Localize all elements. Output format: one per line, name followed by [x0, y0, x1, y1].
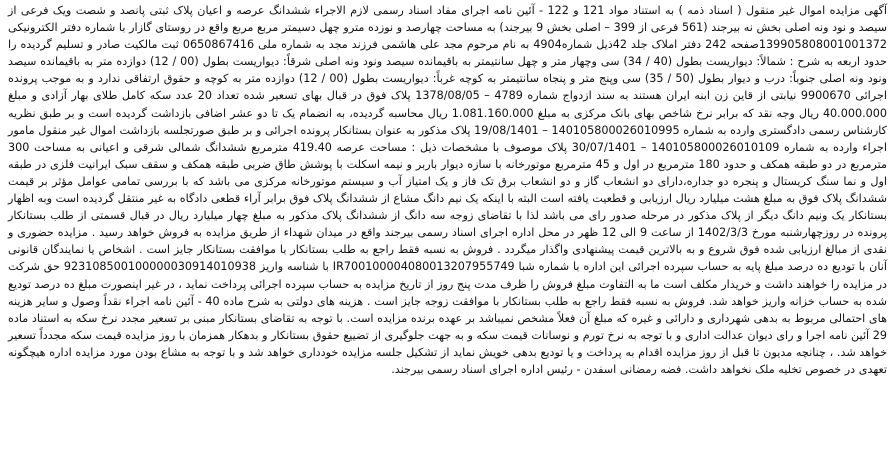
- notice-body-text: آگهی مزایده اموال غیر منقول ( اسناد ذمه ) به استناد مواد 121 و 122 - آئین نامه اجرای مفاد اسناد رسمی لازم الاجراء ششدانگ عرصه و اعیان پلاک ثبتی پانصد و شصت ویک فرعی از سیصد و نود ونه اصلی بخش نه بیرجند (561 فرعی از 399 – اصلی بخش 9 بیرجند) به مساحت چهارصد و نوزده مترو چهل دسیمتر مربع مربع واقع در روستای گازار با شماره دفتر الکترونیکی 139905808001001372صفحه 242 دفتر املاک جلد 42ذیل شماره4904 به نام مرحوم مجد علی هاشمی فرزند مجد به شماره ملی 0650867416 ثبت مالکیت صادر و تسلیم گردیده را حدود اربعه به شرح : شمالاً: دیواریست بطول (40 / 34) سی وچهار متر و چهل سانتیمتر به باقیمانده سیصد ونود ونه اصلی شرقاً: دیواریست بطول (00 / 12) دوازده متر به باقیمانده سیصد ونود ونه اصلی جنوباً: درب و دیوار بطول (50 / 35) سی وپنج متر و پنجاه سانتیمتر به کوچه غرباً: دیواریست بطول (00 / 12) دوازده متر به کوچه و حقوق ارتفاقی ندارد و به موجب پرونده اجرائی 9900670 نیابتی از قاین زن ابنه ایران هستند به سند ازدواج شماره 4789 – 1378/08/05 پلاک فوق در قبال بهای تسعیر شده تعداد 20 عدد سکه کامل طلای بهار آزادی و مبلغ 40.000.000 ریال وجه نقد که برابر نرخ شاخص بهای بانک مرکزی به مبلغ 1.081.160.000 ریال محاسبه گردیده، به انضمام یک تا دو عشر اضافی بازداشت گردیده است و بر طبق نظریه کارشناس رسمی دادگستری وارده به شماره 140105800026010995 – 19/08/1401 پلاک مذکور به عنوان بستانکار پرونده اجرائی و بر طبق صورتجلسه بازداشت اموال غیر منقول مامور اجراء وارده به شماره 140105800026010109 – 30/07/1401 پلاک موصوف با مشخصات ذیل : مساحت عرصه 419.40 مترمربع ششدانگ شمالی شرقی و اعیانی به مساحت 300 مترمربع در دو طبقه همکف و حدود 180 مترمربع در اول و 45 مترمربع موتورخانه با سازه دیوار باربر و نیمه اسکلت با پوشش طاق ضربی طبقه همکف و سقف سبک ایرانیت فلزی در طبقه اول و نما سنگ کریستال و پنجره دو جداره،دارای دو انشعاب گاز و دو انشعاب برق تک فاز و یک امتیاز آب و سیستم موتورخانه مرکزی می باشد که با بررسی تمامی عوامل مؤثر بر قیمت ششدانگ پلاک فوق به مبلغ هشت میلیارد ریال ارزیابی و قطعیت یافته است البته با اینکه یک نیم دانگ مشاع از ششدانگ پلاک فوق برابر آراء قطعی دادگاه به غیر منتقل گردیده است وبه اظهار بستانکار یک ونیم دانگ دیگر از پلاک مذکور در مرحله صدور رای می باشد لذا با تقاضای زوجه سه دانگ از ششدانگ پلاک مذکور به مبلغ چهار میلیارد ریال در قبال قسمتی از طلب بستانکار پرونده در روزچهارشنبه مورخ 1402/3/3 از ساعت 9 الی 12 ظهر در محل اداره اجرای اسناد رسمی بیرجند واقع در میدان شهداء از طریق مزایده به فروش خواهد رسید . مزایده حضوری و نقدی از مبالغ ارزیابی شده فوق شروع و به بالاترین قیمت پیشنهادی واگذار میگردد . فروش به نسبه فقط راجع به طلب بستانکار با موافقت بستانکار جایز است . اشخاص یا نمایندگان قانونی آنان با تودیع ده درصد مبلغ پایه به حساب سپرده اجرائی این اداره با شماره شبا IR700100004080013207955749 با شناسه واریز 923108500100000030914010938 حق شرکت در مزایده را خواهند داشت و خریدار مکلف است ما به التفاوت مبلغ فروش را ظرف مدت پنج روز از تاریخ مزایده به حساب سپرده اجرائی پرداخت نماید ، در غیر اینصورت مبلغ ده درصد تودیع شده به حساب خزانه واریز خواهد شد. فروش به نسبه فقط راجع به طلب بستانکار با موافقت زوجه جایز است . هزینه های دولتی به شرح ماده 40 - آئین نامه اجراء نقداً وصول و سایر هزینه های احتمالی مربوط به بدهی شهرداری و دارائی و غیره که مبلغ آن فعلاً مشخص نمیباشد بر عهده برنده مزایده است. با توجه به تقاضای بستانکار مبنی بر تسعیر مجدد نرخ سکه به استناد ماده 29 آئین نامه اجرا و رای دیوان عدالت اداری و با توجه به نرخ تورم و نوسانات قیمت سکه و به جهت جلوگیری از تضییع حقوق بستانکار و بدهکار همزمان با روز مزایده قیمت سکه مجدداً تسعیر خواهد شد. ، چنانچه مدیون تا قبل از روز مزایده اقدام به پرداخت و یا تودیع بدهی خویش نماید از تشکیل جلسه مزایده خودداری خواهد شد و با توجه به مشاع بودن مورد مزایده اداره هیچگونه تعهدی در خصوص تخلیه ملک نخواهد داشت. فضه رمضانی اسفدن - رئیس اداره اجرای اسناد رسمی بیرجند.: [8, 4, 888, 376]
